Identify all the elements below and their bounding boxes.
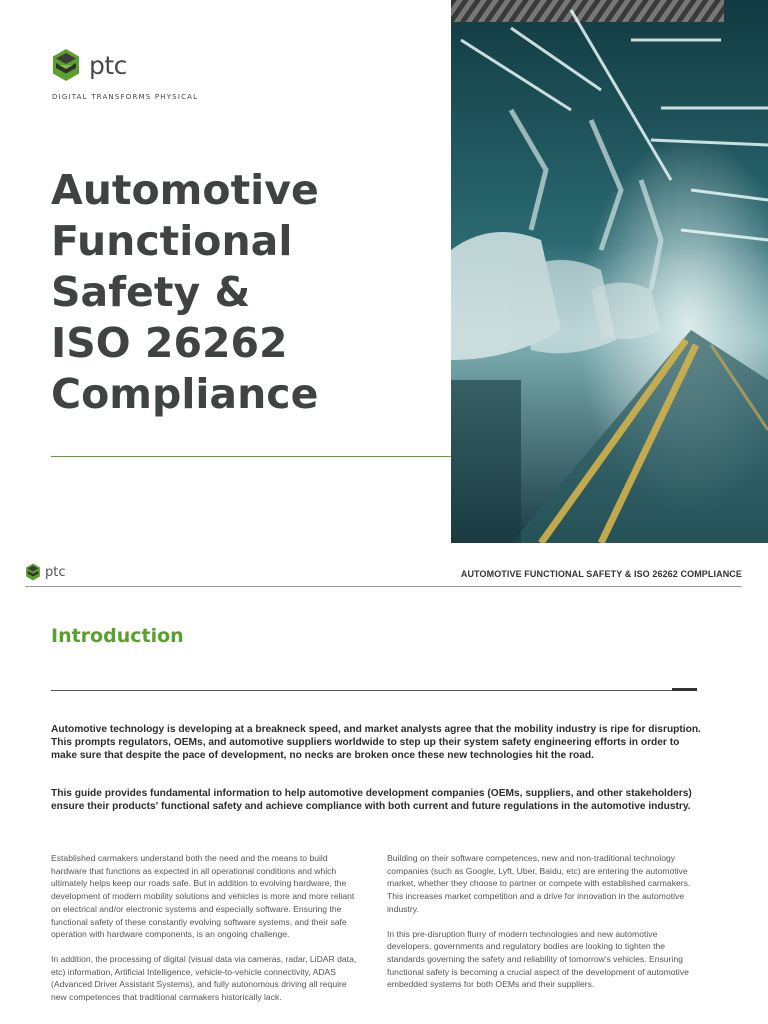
factory-photo <box>451 0 768 543</box>
section-heading: Introduction <box>51 625 184 647</box>
body-paragraph: In addition, the processing of digital (visual data via cameras, radar, LiDAR data, etc) information, Artificial Intelligence, vehicle-to-vehicle connectivity, ADAS (Advanced Driver Assistant Systems), and fully autonomous driving all require new competences that traditional carmakers historically lack. <box>51 953 357 1003</box>
left-column <box>51 852 363 1016</box>
body-paragraph: Building on their software competences, new and non-traditional technology companies (such as Google, Lyft, Uber, Baidu, etc) are entering the automotive market, whether they choose to partner or compete with established carmakers. This increases market competition and a drive for innovation in the automotive industry. <box>387 853 691 914</box>
lead-paragraph: This guide provides fundamental information to help automotive development companies (OEMs, suppliers, and other stakeholders) ensure their products' functional safety and achieve compliance with both current and future regulations in the automotive industry. <box>51 788 692 812</box>
ptc-logo-icon <box>51 48 81 82</box>
section-rule <box>51 690 697 691</box>
header-rule <box>25 586 742 587</box>
cover-title-line: Automotive <box>51 166 319 214</box>
running-header-title: AUTOMOTIVE FUNCTIONAL SAFETY & ISO 26262 COMPLIANCE <box>460 569 742 579</box>
body-paragraph: In this pre-disruption flurry of modern technologies and new automotive developers, governments and regulatory bodies are looking to tighten the standards governing the safety and reliability of tomorrow's vehicles. Ensuring functional safety is becoming a crucial aspect of the development of automotive embedded systems for both OEMs and their suppliers. <box>387 928 689 990</box>
section-rule-accent <box>672 688 697 691</box>
cover-title-line: Safety & <box>51 268 251 316</box>
ptc-logo-icon <box>25 563 41 581</box>
cover-title-line: ISO 26262 <box>51 319 288 367</box>
logo-wordmark: ptc <box>89 50 127 80</box>
tagline: DIGITAL TRANSFORMS PHYSICAL <box>52 93 199 101</box>
header-logo <box>25 563 66 581</box>
header-logo-wordmark: ptc <box>45 564 66 580</box>
cover-title-line: Compliance <box>51 370 319 418</box>
ptc-logo <box>51 48 127 82</box>
lead-paragraph: Automotive technology is developing at a breakneck speed, and market analysts agree that the mobility industry is ripe for disruption. This prompts regulators, OEMs, and automotive suppliers worldwide to step up their system safety engineering efforts in order to make sure that despite the pace of development, no necks are broken once these new technologies hit the road. <box>51 724 701 761</box>
cover-title-line: Functional <box>51 217 293 265</box>
right-column <box>387 852 699 1003</box>
cover-title <box>51 165 441 420</box>
body-paragraph: Established carmakers understand both the need and the means to build hardware that functions as expected in all operational conditions and which ultimately helps keep our roads safe. But in addition to evolving hardware, the development of modern mobility solutions and vehicles is more and more reliant on electrical and/or electronic systems and especially software. Ensuring the functional safety of these constantly evolving software systems, and their safe operation with hardware components, is an ongoing challenge. <box>51 853 355 940</box>
